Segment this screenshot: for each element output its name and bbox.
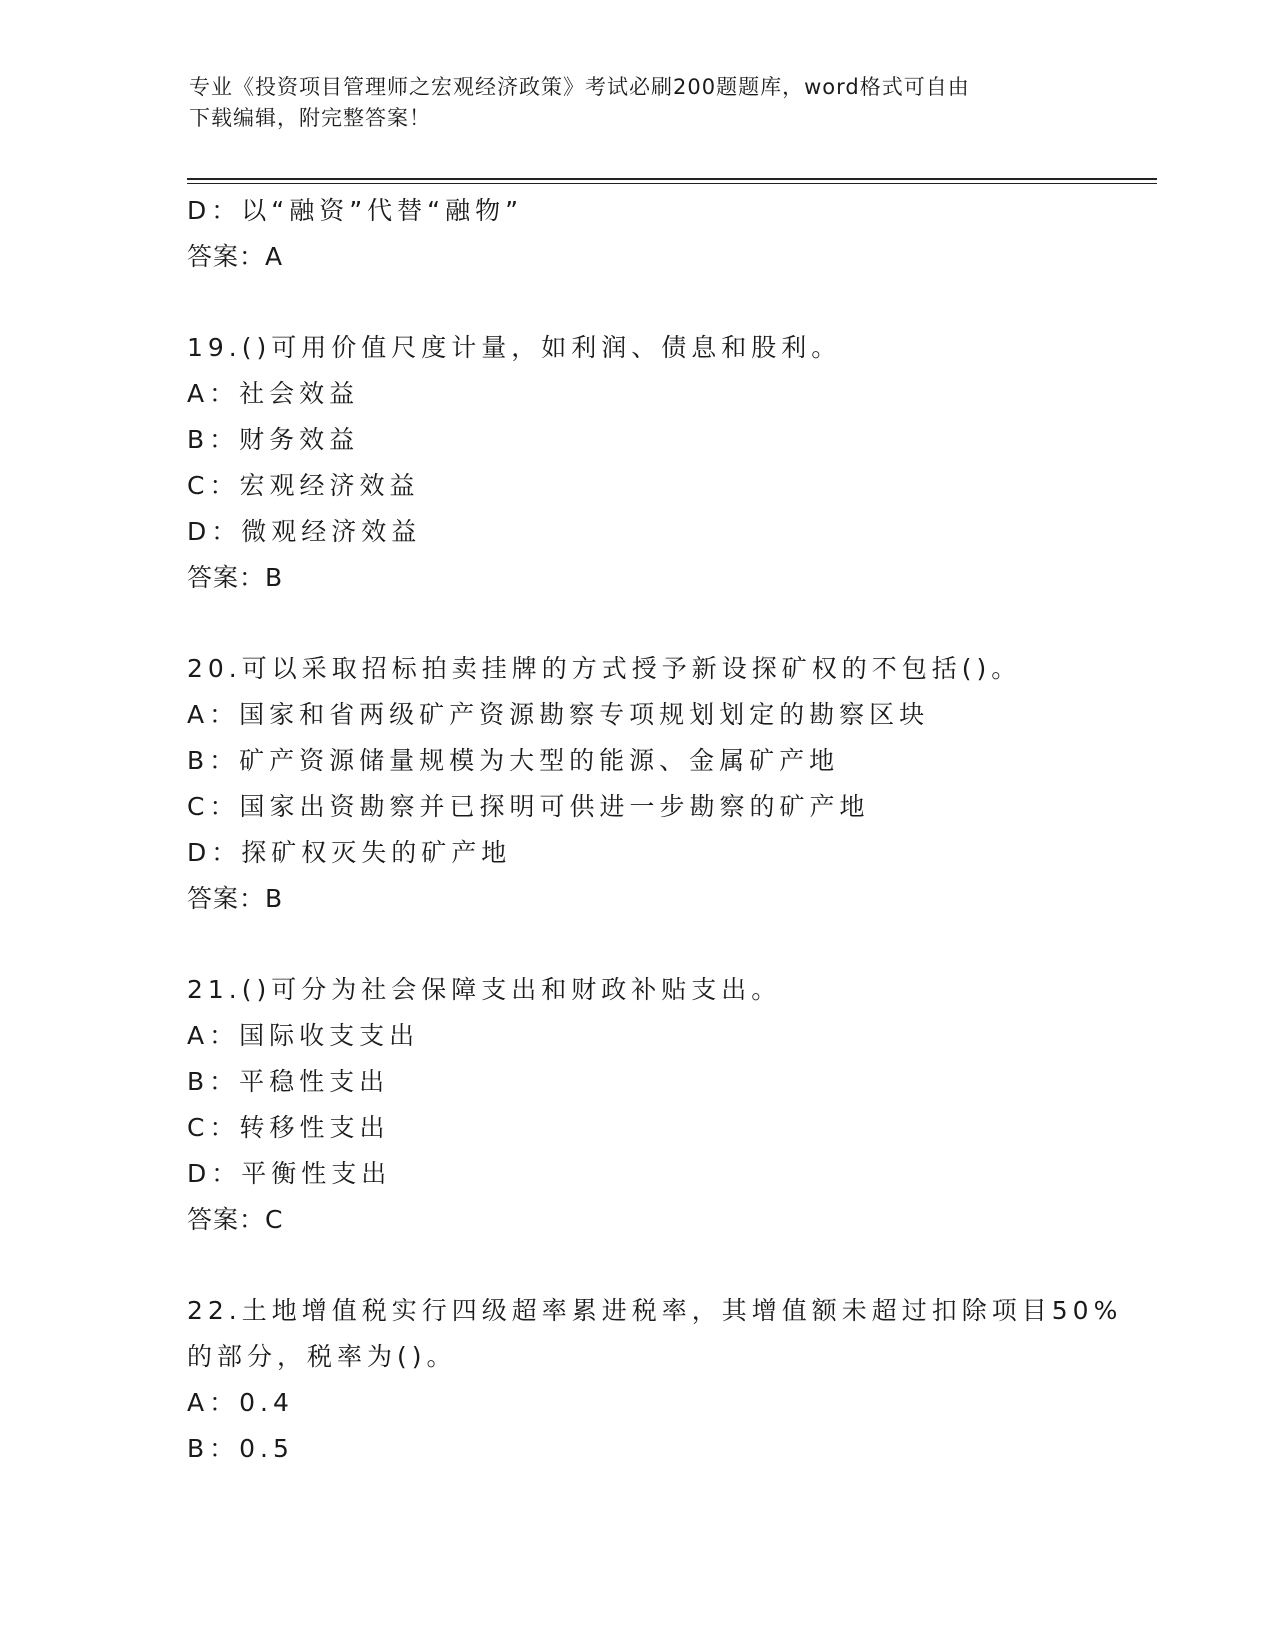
- option-b: B：0.5: [187, 1434, 294, 1463]
- option-d: D：微观经济效益: [187, 517, 422, 546]
- header-line-2: 下载编辑，附完整答案！: [189, 106, 431, 130]
- question-list: [187, 188, 1123, 1472]
- option-a: A：国际收支支出: [187, 1021, 420, 1050]
- answer-line: 答案：B: [187, 884, 284, 913]
- header-rule-thick: [187, 178, 1157, 180]
- question-stem-line-1: 22.土地增值税实行四级超率累进税率，其增值额未超过扣除项目50%: [187, 1296, 1123, 1325]
- answer-line: 答案：C: [187, 1205, 284, 1234]
- answer-line: 答案：A: [187, 242, 284, 271]
- option-c: C：宏观经济效益: [187, 471, 420, 500]
- header-line-1: 专业《投资项目管理师之宏观经济政策》考试必刷200题题库，word格式可自由: [189, 75, 970, 99]
- question-19: [187, 325, 1087, 601]
- option-d: D：平衡性支出: [187, 1159, 392, 1188]
- question-21: [187, 967, 1087, 1243]
- option-a: A：0.4: [187, 1388, 294, 1417]
- option-c: C：转移性支出: [187, 1113, 390, 1142]
- question-stem: 20.可以采取招标拍卖挂牌的方式授予新设探矿权的不包括()。: [187, 654, 1022, 683]
- question-22: [187, 1288, 1123, 1472]
- option-d: D：以“融资”代替“融物”: [187, 196, 524, 225]
- question-18-tail: [187, 188, 1087, 280]
- option-a: A：国家和省两级矿产资源勘察专项规划划定的勘察区块: [187, 700, 930, 729]
- answer-line: 答案：B: [187, 563, 284, 592]
- header-rule-thin: [187, 183, 1157, 184]
- question-stem: 19.()可用价值尺度计量，如利润、债息和股利。: [187, 333, 842, 362]
- option-b: B：财务效益: [187, 425, 360, 454]
- option-b: B：矿产资源储量规模为大型的能源、金属矿产地: [187, 746, 840, 775]
- question-stem: 21.()可分为社会保障支出和财政补贴支出。: [187, 975, 782, 1004]
- option-b: B：平稳性支出: [187, 1067, 390, 1096]
- option-a: A：社会效益: [187, 379, 360, 408]
- option-c: C：国家出资勘察并已探明可供进一步勘察的矿产地: [187, 792, 870, 821]
- question-stem-line-2: 的部分，税率为()。: [187, 1342, 457, 1371]
- document-header: [189, 72, 1069, 134]
- option-d: D：探矿权灭失的矿产地: [187, 838, 512, 867]
- question-20: [187, 646, 1087, 922]
